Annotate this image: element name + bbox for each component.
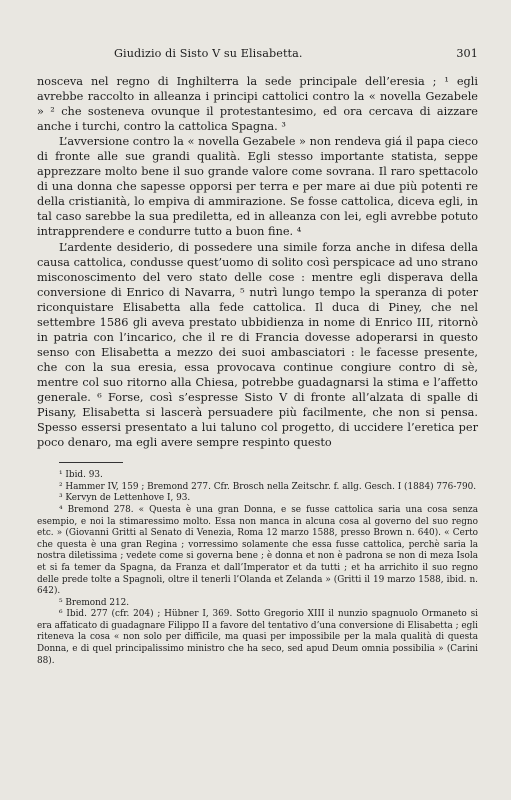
paragraph: nosceva nel regno di Inghilterra la sede principale dell’eresia ; ¹ egli avrebbe raccolto in alleanza i principi cattolici contro la « novella Gezabele » ² che sosteneva ovunque il protestantesimo, ed ora cercava di aizzare anche i turchi, contro la cattolica Spagna. ³: [37, 75, 478, 134]
running-head: [37, 47, 478, 60]
paragraph: L’ardente desiderio, di possedere una simile forza anche in difesa della causa cattolica, condusse quest’uomo di solito così perspicace ad uno strano misconoscimento del vero stato delle cose : mentre egli disperava della conversione di Enrico di Navarra, ⁵ nutrì lungo tempo la speranza di poter riconquistare Elisabetta alla fede cattolica. Il duca di Piney, che nel settembre 1586 gli aveva prestato ubbidienza in nome di Enrico III, ritornò in patria con l’incarico, che il re di Francia dovesse adoperarsi in questo senso con Elisabetta a mezzo dei suoi ambasciatori : le facesse presente, che con la sua eresia, essa provocava continue congiure contro di sè, mentre col suo ritorno alla Chiesa, potrebbe guadagnarsi la stima e l’affetto generale. ⁶ Forse, così s’espresse Sisto V di fronte all’alzata di spalle di Pisany, Elisabetta si lascerà persuadere più facilmente, che non si pensa. Spesso essersi presentato a lui taluno col progetto, di uccidere l’eretica per poco denaro, ma egli avere sempre respinto questo: [37, 240, 478, 450]
footnote: ² Hammer IV, 159 ; Bremond 277. Cfr. Brosch nella Zeitschr. f. allg. Gesch. I (1884) 776-790.: [59, 481, 477, 492]
body-text: [37, 74, 478, 450]
footnote: ³ Kervyn de Lettenhove I, 93.: [59, 493, 191, 504]
footnote: ⁵ Bremond 212.: [59, 597, 130, 608]
running-title: Giudizio di Sisto V su Elisabetta.: [114, 47, 303, 60]
footnotes: [37, 470, 478, 667]
page-number: 301: [456, 47, 478, 60]
footnote-divider: [59, 462, 123, 463]
footnote: ¹ Ibid. 93.: [59, 470, 103, 481]
footnote: ⁶ Ibid. 277 (cfr. 204) ; Hübner I, 369. Sotto Gregorio XIII il nunzio spagnuolo Ormaneto si era affaticato di guadagnare Filippo II a favore del tentativo d’una conversione di Elisabetta ; egli riteneva la cosa « non solo per difficile, ma quasi per impossibile per la mala qualità di questa Donna, e di quel principalissimo ministro che ha seco, sed apud Deum omnia possibilia » (Carini 88).: [37, 609, 478, 666]
footnote: ⁴ Bremond 278. « Questa è una gran Donna, e se fusse cattolica saria una cosa senza esempio, e noi la stimaressimo molto. Essa non manca in alcuna cosa al governo del suo regno etc. » (Giovanni Gritti al Senato di Venezia, Roma 12 marzo 1588, presso Brown n. 640). « Certo che questa è una gran Regina ; vorressimo solamente che essa fusse cattolica, perchè saria la nostra diletissima ; vedete come si governa bene ; è donna et non è padrona se non di meza Isola et si fa temer da Spagna, da Franza et dall’Imperator et da tutti ; et ha arrichito il suo regno delle prede tolte a Spagnoli, oltre il tenerli l’Olanda et Zelanda » (Gritti il 19 marzo 1588, ibid. n. 642).: [37, 504, 478, 597]
paragraph: L’avversione contro la « novella Gezabele » non rendeva giá il papa cieco di fronte alle sue grandi qualità. Egli stesso importante statista, seppe apprezzare molto bene il suo grande valore come sovrana. Il raro spettacolo di una donna che sapesse opporsi per terra e per mare ai due più potenti re della cristianità, lo empiva di ammirazione. Se fosse cattolica, diceva egli, in tal caso sarebbe la sua prediletta, ed in alleanza con lei, egli avrebbe potuto intrapprendere e condurre tutto a buon fine. ⁴: [37, 135, 478, 239]
